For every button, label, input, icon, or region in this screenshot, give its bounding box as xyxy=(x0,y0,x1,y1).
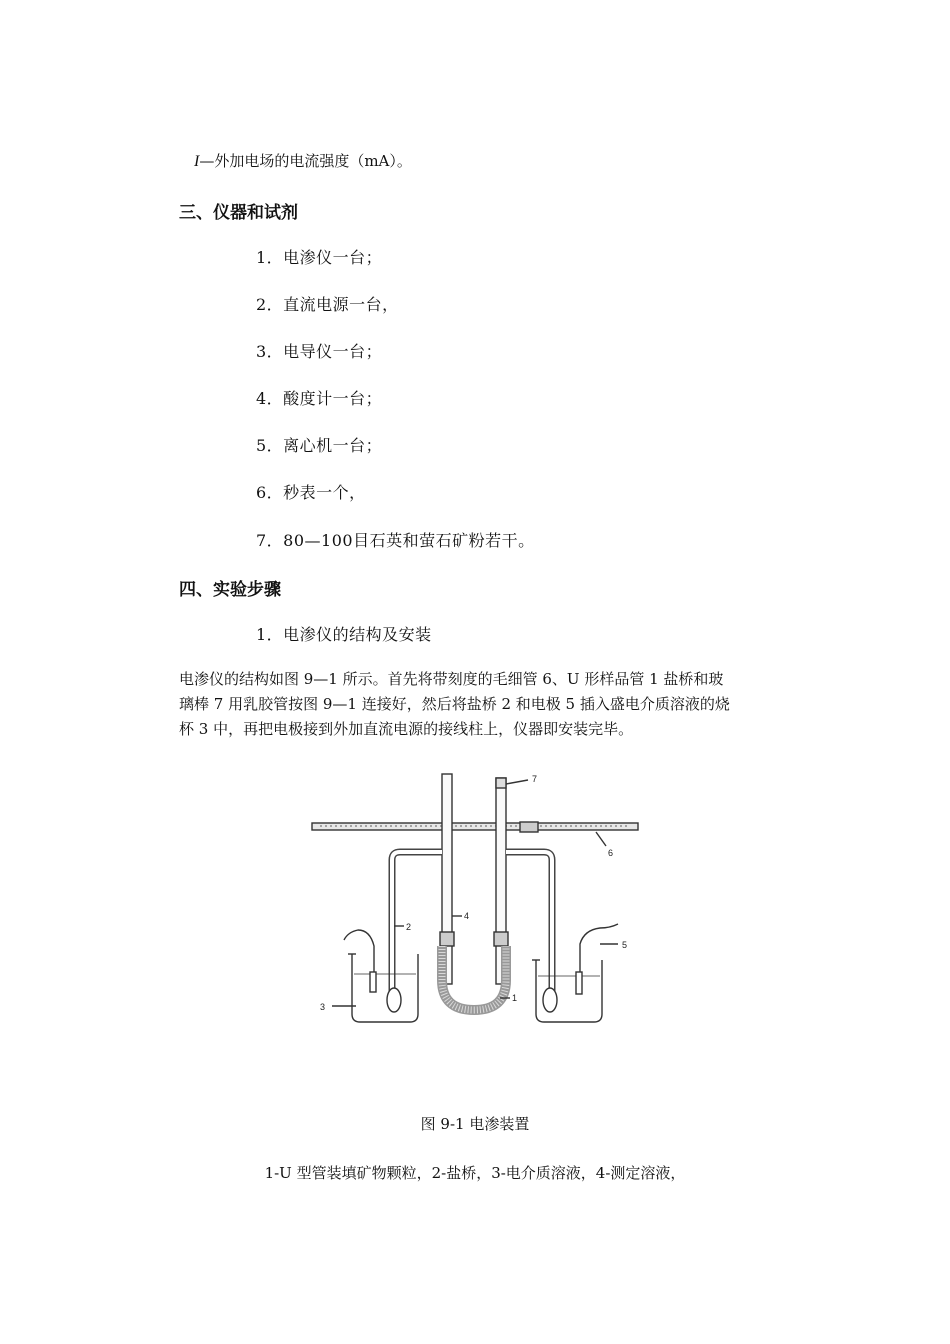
label-2: 2 xyxy=(406,922,412,932)
label-6: 6 xyxy=(608,848,614,858)
list-item: 2．直流电源一台， xyxy=(256,295,399,314)
section-heading-procedure: 四、实验步骤 xyxy=(179,580,281,600)
electroosmosis-apparatus-diagram xyxy=(300,760,650,1060)
variable-description: —外加电场的电流强度（mA）。 xyxy=(199,152,412,170)
paragraph-line: 璃棒 7 用乳胶管按图 9—1 连接好，然后将盐桥 2 和电极 5 插入盛电介质溶液的烧 xyxy=(179,695,730,713)
list-item: 3．电导仪一台； xyxy=(256,342,383,361)
variable-symbol: I xyxy=(194,153,200,170)
label-7: 7 xyxy=(532,774,538,784)
section-heading-instruments: 三、仪器和试剂 xyxy=(179,203,298,223)
label-1: 1 xyxy=(512,993,518,1003)
step-heading: 1．电渗仪的结构及安装 xyxy=(256,625,432,644)
label-3: 3 xyxy=(320,1002,326,1012)
figure-legend: 1-U 型管装填矿物颗粒，2-盐桥，3-电介质溶液，4-测定溶液， xyxy=(264,1164,686,1182)
paragraph-line: 电渗仪的结构如图 9—1 所示。首先将带刻度的毛细管 6、U 形样品管 1 盐桥和玻 xyxy=(179,670,724,688)
label-5: 5 xyxy=(622,940,628,950)
list-item: 1．电渗仪一台； xyxy=(256,248,383,267)
formula-variable-note xyxy=(194,150,412,171)
label-4: 4 xyxy=(464,911,470,921)
figure-caption: 图 9-1 电渗装置 xyxy=(420,1115,530,1133)
list-item: 6．秒表一个， xyxy=(256,483,366,502)
procedure-paragraph xyxy=(179,667,779,742)
list-item: 4．酸度计一台； xyxy=(256,389,383,408)
paragraph-line: 杯 3 中，再把电极接到外加直流电源的接线柱上，仪器即安装完毕。 xyxy=(179,720,634,738)
list-item: 7．80—100目石英和萤石矿粉若干。 xyxy=(256,531,535,550)
list-item: 5．离心机一台； xyxy=(256,436,383,455)
